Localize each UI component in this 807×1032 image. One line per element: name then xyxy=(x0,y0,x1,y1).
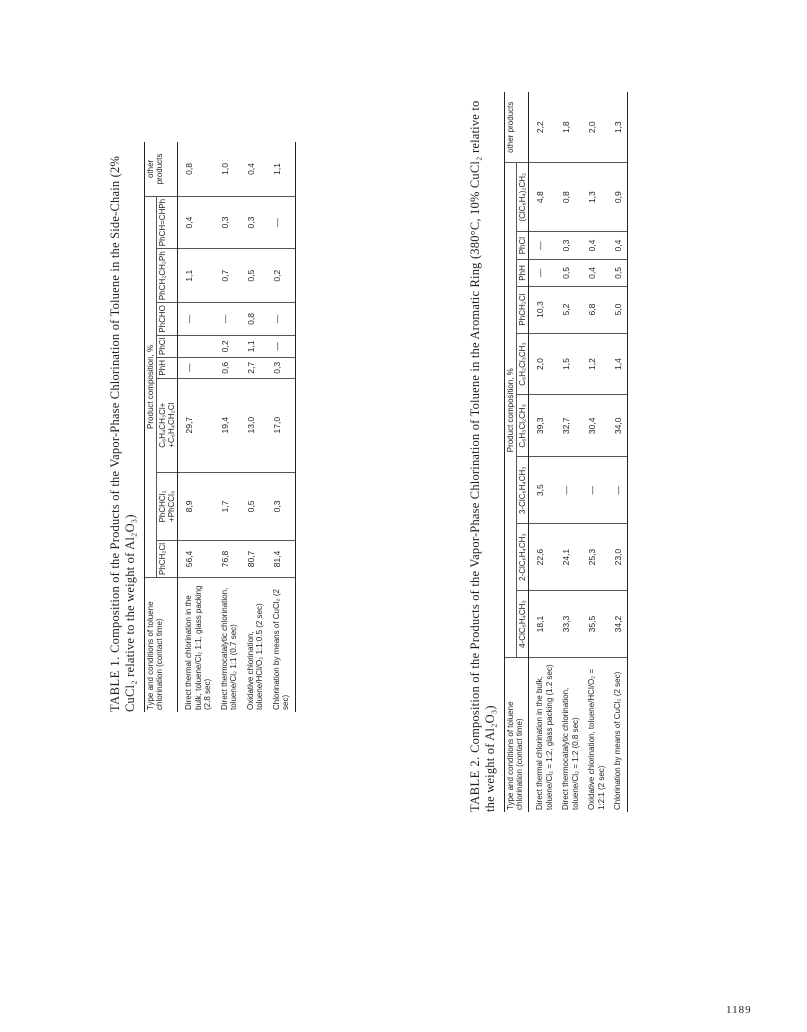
table-cell: 22,6 xyxy=(529,524,556,591)
row-condition: Direct thermocatalytic chlorination, toluene/Cl₂ = 1:2 (0.8 sec) xyxy=(561,687,580,810)
table-cell: 23,0 xyxy=(607,524,628,591)
table-cell: 2,0 xyxy=(581,92,607,163)
table-cell: 0,2 xyxy=(214,335,240,357)
table-cell: 32,7 xyxy=(555,395,581,457)
table-cell: — xyxy=(178,303,214,336)
table-1-column-header: PhCH₂Cl xyxy=(157,541,178,578)
table-2-column-header: other products xyxy=(505,92,529,163)
table-cell: 80,7 xyxy=(240,541,266,578)
table-cell: 1,0 xyxy=(214,142,240,196)
table-cell: 0,2 xyxy=(266,249,296,303)
table-2-column-header: 3-ClC₆H₄CH₃ xyxy=(517,457,529,524)
table-1-caption xyxy=(108,142,138,712)
row-condition: Oxidative chlorination, toluene/HCl/O₂ = 1:2:1 (2 sec) xyxy=(587,668,606,810)
table-1-column-header: PhCHCl₂ +PhCCl₃ xyxy=(157,472,178,540)
table-cell: 0,4 xyxy=(581,231,607,259)
table-cell: 4,8 xyxy=(529,163,556,231)
table-cell: 56,4 xyxy=(178,541,214,578)
table-cell: 1,3 xyxy=(581,163,607,231)
table-cell: 0,8 xyxy=(240,303,266,336)
table-cell: 76,8 xyxy=(214,541,240,578)
table-cell: 30,4 xyxy=(581,395,607,457)
table-row xyxy=(529,92,556,812)
table-2-column-header: PhCl xyxy=(517,231,529,259)
table-cell: 0,3 xyxy=(214,196,240,248)
row-condition: Chlorination by means of CuCl₂ (2 sec) xyxy=(607,658,628,813)
table-2-block xyxy=(468,92,628,812)
row-condition: Direct thermal chlorination in the bulk, toluene/Cl₂ 1:1, glass packing (2.8 sec) xyxy=(184,585,212,710)
table-1-label: TABLE 1. xyxy=(108,656,122,712)
table-cell: — xyxy=(555,457,581,524)
table-cell: 1,8 xyxy=(555,92,581,163)
table-1-column-header: PhCH₂CH₂Ph xyxy=(157,249,178,303)
table-cell: — xyxy=(529,260,556,286)
table-cell: 2,2 xyxy=(529,92,556,163)
table-cell: — xyxy=(178,358,214,379)
table-cell: 13,0 xyxy=(240,378,266,472)
table-cell: 39,3 xyxy=(529,395,556,457)
table-cell: 24,1 xyxy=(555,524,581,591)
table-row xyxy=(240,142,266,712)
table-cell: 1,1 xyxy=(266,142,296,196)
table-2-column-header: C₆H₂Cl₃CH₃ xyxy=(517,333,529,395)
row-condition: Oxidative chlorination, toluene/HCl/O₂ 1:1:0.5 (2 sec) xyxy=(245,603,264,710)
table-row xyxy=(178,142,214,712)
table-cell: 34,0 xyxy=(607,395,628,457)
table-cell: 1,1 xyxy=(240,335,266,357)
table-cell: 6,8 xyxy=(581,286,607,333)
table-1-column-header: other products xyxy=(145,142,178,196)
table-cell: 1,7 xyxy=(214,472,240,540)
table-cell: 1,2 xyxy=(581,333,607,395)
row-condition: Direct thermal chlorination in the bulk, toluene/Cl₂ = 1:2, glass packing (1.2 sec) xyxy=(535,664,554,810)
table-cell: 0,4 xyxy=(240,142,266,196)
table-row xyxy=(555,92,581,812)
table-1-group-header: Product composition, % xyxy=(145,196,157,577)
table-cell: 2,0 xyxy=(529,333,556,395)
table-row xyxy=(607,92,628,812)
table-row xyxy=(214,142,240,712)
table-cell xyxy=(178,335,214,357)
table-cell: — xyxy=(607,457,628,524)
table-2-column-header: PhCH₂Cl xyxy=(517,286,529,333)
table-cell: 0,3 xyxy=(266,358,296,379)
table-2-column-header: (ClC₆H₄)₂CH₂ xyxy=(517,163,529,231)
table-cell: 0,9 xyxy=(607,163,628,231)
table-cell: 25,3 xyxy=(581,524,607,591)
table-1 xyxy=(144,142,296,712)
table-cell: 0,4 xyxy=(178,196,214,248)
table-cell: 1,3 xyxy=(607,92,628,163)
table-cell: 8,9 xyxy=(178,472,214,540)
table-1-column-header: PhCHO xyxy=(157,303,178,336)
table-2-label: TABLE 2. xyxy=(468,756,482,812)
table-cell: 0,7 xyxy=(214,249,240,303)
table-cell: 0,8 xyxy=(178,142,214,196)
table-cell: 2,7 xyxy=(240,358,266,379)
table-cell: 0,3 xyxy=(555,231,581,259)
table-cell: 1,5 xyxy=(555,333,581,395)
row-condition: Direct thermocatalytic chlorination, toluene/Cl₂ 1:1 (0.7 sec) xyxy=(219,587,238,710)
table-cell: 0,4 xyxy=(581,260,607,286)
table-2-condition-header: Type and conditions of toluene chlorination (contact time) xyxy=(505,658,529,813)
table-cell: 0,5 xyxy=(607,260,628,286)
table-2-column-header: 2-ClC₆H₄CH₃ xyxy=(517,524,529,591)
table-2-column-header: C₆H₃Cl₂CH₃ xyxy=(517,395,529,457)
table-cell: 17,0 xyxy=(266,378,296,472)
table-cell: 19,4 xyxy=(214,378,240,472)
table-1-column-header: PhH xyxy=(157,358,178,379)
table-cell: 29,7 xyxy=(178,378,214,472)
table-cell: 0,5 xyxy=(240,249,266,303)
table-1-condition-header: Type and conditions of toluene chlorination (contact time) xyxy=(145,578,178,713)
table-cell: 0,5 xyxy=(555,260,581,286)
page-number: 1189 xyxy=(726,1004,752,1016)
row-condition: Chlorination by means of CuCl₂ (2 sec) xyxy=(266,578,296,713)
table-cell: 5,2 xyxy=(555,286,581,333)
table-cell: 1,1 xyxy=(178,249,214,303)
table-cell: 81,4 xyxy=(266,541,296,578)
table-cell: 35,5 xyxy=(581,591,607,658)
table-cell: 0,8 xyxy=(555,163,581,231)
table-2-group-header: Product composition, % xyxy=(505,163,517,658)
table-2-column-header: 4-ClC₆H₄CH₃ xyxy=(517,591,529,658)
table-cell: — xyxy=(266,335,296,357)
table-cell: — xyxy=(214,303,240,336)
table-cell: 0,6 xyxy=(214,358,240,379)
table-cell: 0,5 xyxy=(240,472,266,540)
table-cell: — xyxy=(581,457,607,524)
table-cell: 5,0 xyxy=(607,286,628,333)
table-2-column-header: PhH xyxy=(517,260,529,286)
table-cell: 3,5 xyxy=(529,457,556,524)
table-row xyxy=(266,142,296,712)
table-cell: — xyxy=(266,303,296,336)
table-1-column-header: PhCl xyxy=(157,335,178,357)
table-2-caption xyxy=(468,92,498,812)
table-cell: 0,4 xyxy=(607,231,628,259)
table-cell: 0,3 xyxy=(266,472,296,540)
table-1-block xyxy=(108,142,296,712)
table-2 xyxy=(504,92,628,812)
table-cell: 34,2 xyxy=(607,591,628,658)
table-2-caption-text: Composition of the Products of the Vapor-Phase Chlorination of Toluene in the Aromatic Ring (380°C, 10% CuCl₂ relative to the weight of Al₂O₃) xyxy=(468,100,497,812)
table-cell: — xyxy=(529,231,556,259)
table-cell: 1,4 xyxy=(607,333,628,395)
table-cell: 0,3 xyxy=(240,196,266,248)
table-cell: 10,3 xyxy=(529,286,556,333)
table-1-caption-text: Composition of the Products of the Vapor-Phase Chlorination of Toluene in the Side-Chain (2% CuCl₂ relative to the weight of Al₂O₃) xyxy=(108,155,137,712)
table-1-column-header: PhCH=CHPh xyxy=(157,196,178,248)
table-row xyxy=(581,92,607,812)
table-cell: 33,3 xyxy=(555,591,581,658)
table-cell: 18,1 xyxy=(529,591,556,658)
table-cell: — xyxy=(266,196,296,248)
table-1-column-header: C₆H₄CH₃Cl+ +C₆H₄CH₂Cl xyxy=(157,378,178,472)
